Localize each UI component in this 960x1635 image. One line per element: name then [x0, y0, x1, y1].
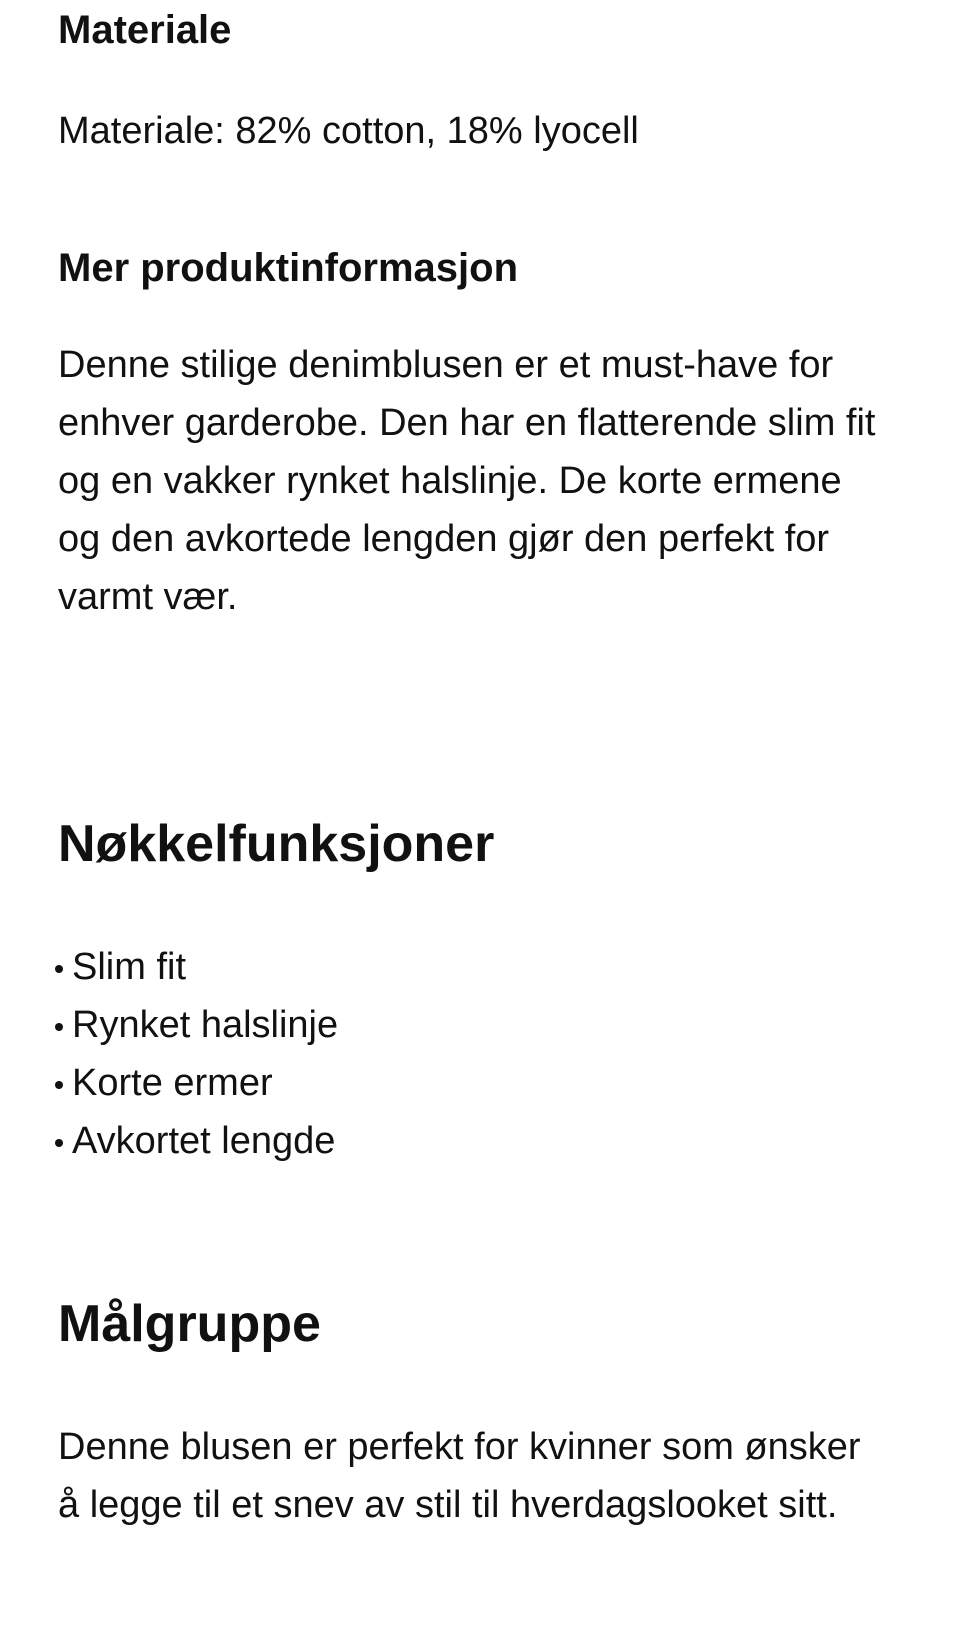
- more-info-heading: Mer produktinformasjon: [58, 246, 519, 290]
- list-item: [55, 1054, 338, 1112]
- key-features-list: [55, 938, 338, 1170]
- more-info-text: Denne stilige denimblusen er et must-have for enhver garderobe. Den har en flatterende slim fit og en vakker rynket halslinje. De korte ermene og den avkortede lengden gjør den perfekt for varmt vær.: [58, 344, 876, 618]
- list-item-label: Avkortet lengde: [72, 1120, 336, 1162]
- bullet-icon: [55, 1081, 63, 1089]
- list-item: [55, 1112, 338, 1170]
- material-heading: Materiale: [58, 8, 232, 52]
- bullet-icon: [55, 1139, 63, 1147]
- key-features-heading: Nøkkelfunksjoner: [58, 815, 495, 873]
- list-item-label: Korte ermer: [72, 1062, 273, 1104]
- list-item-label: Slim fit: [72, 946, 186, 988]
- list-item-label: Rynket halslinje: [72, 1004, 339, 1046]
- list-item: [55, 996, 338, 1054]
- bullet-icon: [55, 1023, 63, 1031]
- list-item: [55, 938, 338, 996]
- target-group-text: Denne blusen er perfekt for kvinner som ønsker å legge til et snev av stil til hverdagslooket sitt.: [58, 1426, 861, 1526]
- target-group-heading: Målgruppe: [58, 1295, 321, 1353]
- bullet-icon: [55, 965, 63, 973]
- material-text: Materiale: 82% cotton, 18% lyocell: [58, 110, 639, 152]
